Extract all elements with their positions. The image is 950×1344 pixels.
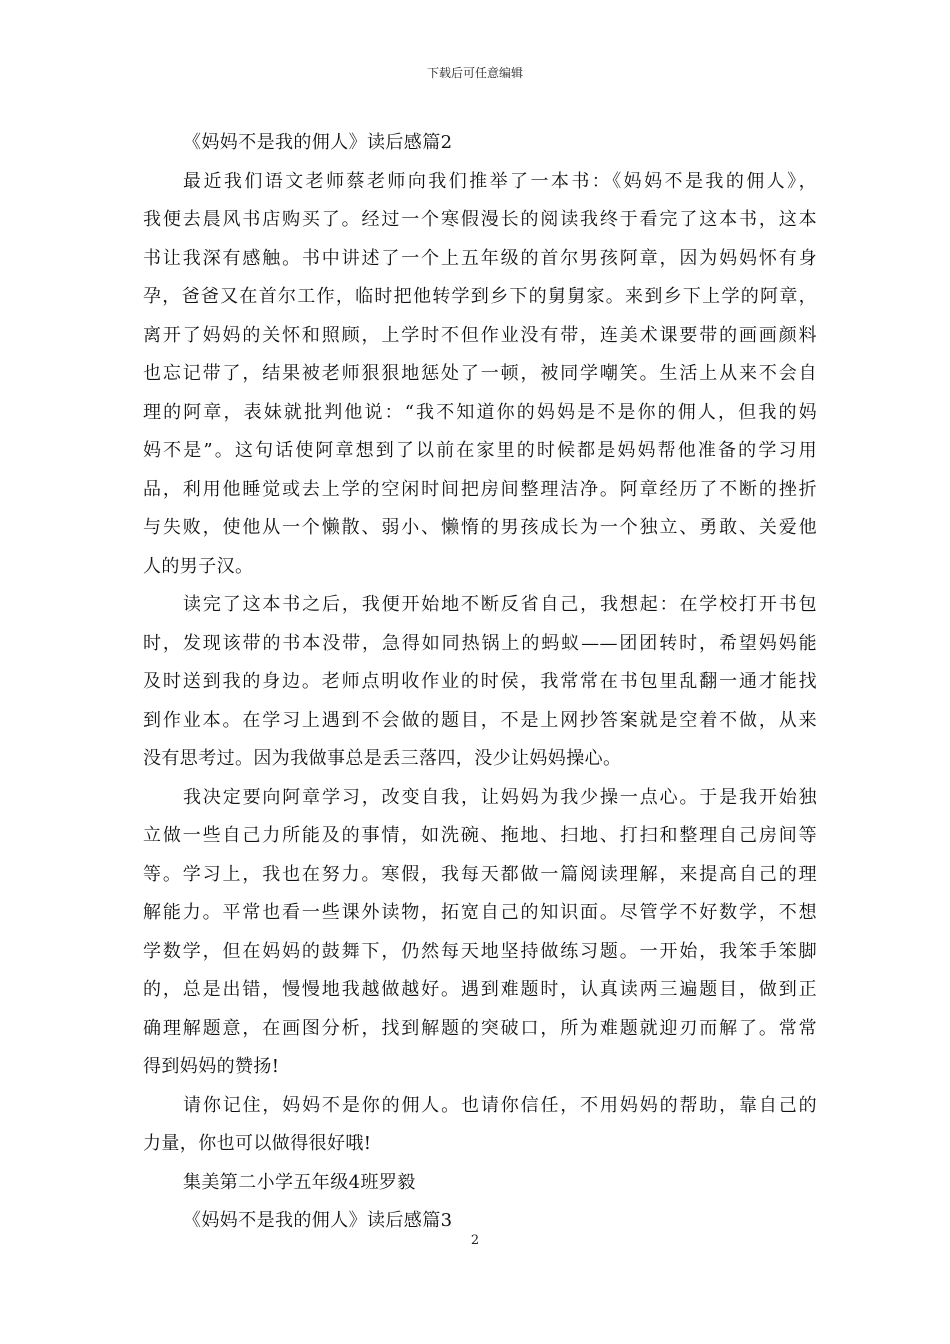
text-line: 我便去晨风书店购买了。经过一个寒假漫长的阅读我终于看完了这本书，这本 — [143, 209, 817, 230]
text-line: 集美第二小学五年级4班罗毅 — [183, 1171, 416, 1193]
text-line: 的，总是出错，慢慢地我越做越好。遇到难题时，认真读两三遍题目，做到正 — [143, 979, 817, 1000]
text-line: 《妈妈不是我的佣人》读后感篇2 — [183, 132, 453, 153]
text-line: 解能力。平常也看一些课外读物，拓宽自己的知识面。尽管学不好数学，不想 — [143, 902, 817, 923]
text-line: 立做一些自己力所能及的事情，如洗碗、拖地、扫地、打扫和整理自己房间等 — [143, 825, 817, 846]
text-line: 离开了妈妈的关怀和照顾，上学时不但作业没有带，连美术课要带的画画颜料 — [143, 324, 817, 346]
text-line: 到作业本。在学习上遇到不会做的题目，不是上网抄答案就是空着不做，从来 — [143, 709, 817, 731]
page-header: 下载后可任意编辑 — [426, 66, 523, 80]
text-line: 读完了这本书之后，我便开始地不断反省自己，我想起：在学校打开书包 — [183, 594, 817, 615]
text-line: 品，利用他睡觉或去上学的空闲时间把房间整理洁净。阿章经历了不断的挫折 — [143, 478, 817, 500]
text-line: 最近我们语文老师蔡老师向我们推举了一本书：《妈妈不是我的佣人》， — [183, 170, 817, 192]
text-line: 力量，你也可以做得很好哦! — [143, 1133, 372, 1154]
text-line: 时，发现该带的书本没带，急得如同热锅上的蚂蚁——团团转时，希望妈妈能 — [143, 632, 817, 654]
text-line: 孕，爸爸又在首尔工作，临时把他转学到乡下的舅舅家。来到乡下上学的阿章， — [143, 286, 817, 307]
text-line: 确理解题意，在画图分析，找到解题的突破口，所为难题就迎刃而解了。常常 — [143, 1017, 817, 1039]
text-line: 没有思考过。因为我做事总是丢三落四，没少让妈妈操心。 — [143, 748, 622, 769]
text-line: 我决定要向阿章学习，改变自我，让妈妈为我少操一点心。于是我开始独 — [183, 786, 817, 808]
text-line: 人的男子汉。 — [143, 555, 254, 577]
text-line: 请你记住，妈妈不是你的佣人。也请你信任，不用妈妈的帮助，靠自己的 — [183, 1094, 817, 1116]
text-line: 也忘记带了，结果被老师狠狠地惩处了一顿，被同学嘲笑。生活上从来不会自 — [143, 363, 817, 384]
text-line: 与失败，使他从一个懒散、弱小、懒惰的男孩成长为一个独立、勇敢、关爱他 — [143, 517, 817, 538]
text-line: 妈不是”。这句话使阿章想到了以前在家里的时候都是妈妈帮他准备的学习用 — [143, 440, 817, 461]
text-line: 得到妈妈的赞扬! — [143, 1056, 280, 1077]
page-number: 2 — [470, 1233, 480, 1248]
text-line: 书让我深有感触。书中讲述了一个上五年级的首尔男孩阿章，因为妈妈怀有身 — [143, 247, 817, 269]
text-line: 学数学，但在妈妈的鼓舞下，仍然每天地坚持做练习题。一开始，我笨手笨脚 — [143, 940, 817, 962]
text-line: 及时送到我的身边。老师点明收作业的时侯，我常常在书包里乱翻一通才能找 — [143, 671, 817, 692]
document-body — [143, 124, 817, 1241]
text-line: 理的阿章，表妹就批判他说：“我不知道你的妈妈是不是你的佣人，但我的妈 — [143, 401, 817, 423]
text-line: 等。学习上，我也在努力。寒假，我每天都做一篇阅读理解，来提高自己的理 — [143, 863, 817, 885]
text-line: 《妈妈不是我的佣人》读后感篇3 — [183, 1210, 453, 1231]
